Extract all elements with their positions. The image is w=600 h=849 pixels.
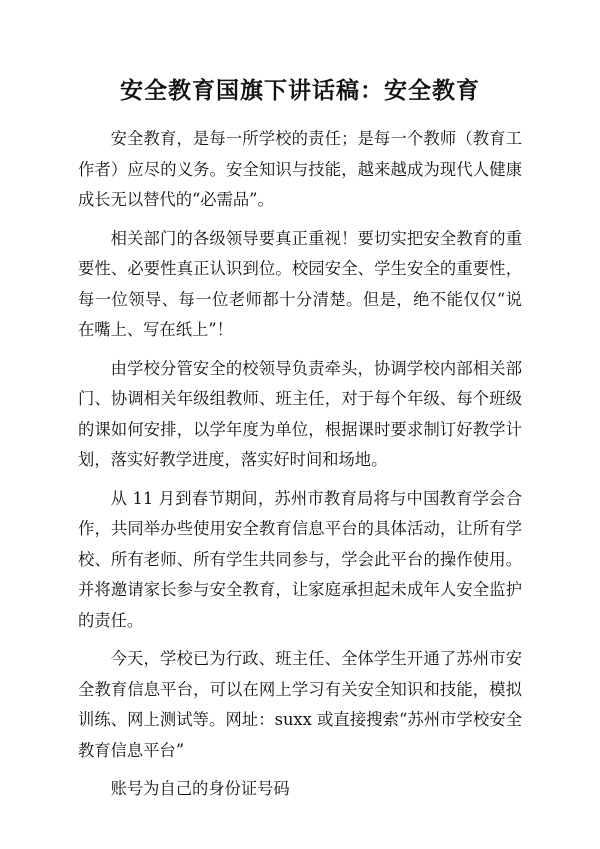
paragraph-3: 由学校分管安全的校领导负责牵头，协调学校内部相关部门、协调相关年级组教师、班主任，对于每个年级、每个班级的课如何安排，以学年度为单位，根据课时要求制订好教学计划，落实好教学进度，落实好时间和场地。 xyxy=(78,358,522,469)
paragraph-5: 今天，学校已为行政、班主任、全体学生开通了苏州市安全教育信息平台，可以在网上学习有关安全知识和技能，模拟训练、网上测试等。网址：suxx 或直接搜索“苏州市学校安全教育信息平台” xyxy=(78,649,522,760)
paragraph-4: 从 11 月到春节期间，苏州市教育局将与中国教育学会合作，共同举办些使用安全教育信息平台的具体活动，让所有学校、所有老师、所有学生共同参与，学会此平台的操作使用。并将邀请家长参与安全教育，让家庭承担起未成年人安全监护的责任。 xyxy=(78,488,522,630)
document-title: 安全教育国旗下讲话稿：安全教育 xyxy=(120,77,480,104)
paragraph-6: 账号为自己的身份证号码 xyxy=(110,779,290,798)
paragraph-2: 相关部门的各级领导要真正重视！要切实把安全教育的重要性、必要性真正认识到位。校园安全、学生安全的重要性，每一位领导、每一位老师都十分清楚。但是，绝不能仅仅“说在嘴上、写在纸上”！ xyxy=(78,228,522,339)
paragraph-1: 安全教育，是每一所学校的责任；是每一个教师（教育工作者）应尽的义务。安全知识与技能，越来越成为现代人健康成长无以替代的“必需品”。 xyxy=(78,129,522,209)
